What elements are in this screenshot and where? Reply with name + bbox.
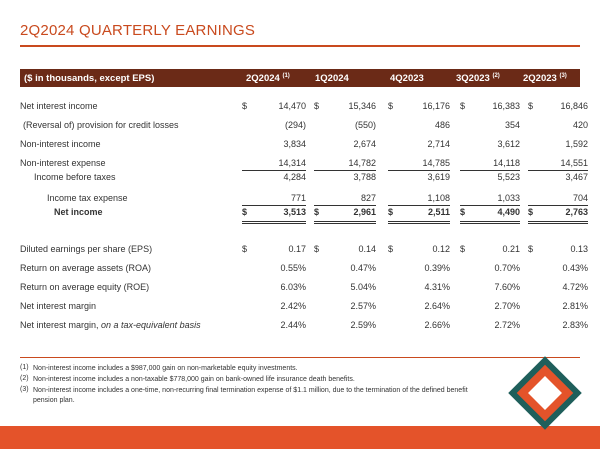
cell-value: 14,551	[560, 158, 588, 168]
col-header-4: 2Q2023 $^{(3)}$	[523, 73, 567, 85]
cell-value: 0.13	[570, 244, 588, 254]
cell-value: 16,383	[492, 101, 520, 111]
currency-symbol: $	[528, 207, 534, 217]
row-label: Income tax expense	[47, 193, 128, 203]
cell-value: 2.64%	[424, 301, 450, 311]
total-double-underline	[528, 221, 588, 224]
cell-value: 2.81%	[562, 301, 588, 311]
currency-symbol: $	[460, 101, 466, 111]
cell-value: 4.31%	[424, 282, 450, 292]
table-row	[20, 172, 588, 185]
cell-value: 771	[290, 193, 306, 203]
cell-value: 0.17	[288, 244, 306, 254]
cell-value: 14,470	[278, 101, 306, 111]
cell-value: 3,467	[565, 172, 588, 182]
cell-value: 0.55%	[280, 263, 306, 273]
row-label: Non-interest income	[20, 139, 101, 149]
cell-value: 14,785	[422, 158, 450, 168]
col-header-0: 2Q2024 $^{(1)}$	[246, 73, 290, 85]
cell-value: (294)	[284, 120, 306, 130]
company-logo	[505, 353, 585, 433]
cell-value: 2.83%	[562, 320, 588, 330]
cell-value: 2.44%	[280, 320, 306, 330]
row-label: Net interest margin	[20, 301, 97, 311]
cell-value: 7.60%	[494, 282, 520, 292]
row-label: Non-interest expense	[20, 158, 106, 168]
cell-value: 1,108	[427, 193, 450, 203]
cell-value: 2,961	[353, 207, 376, 217]
cell-value: 486	[434, 120, 450, 130]
subtotal-underline	[314, 205, 376, 206]
cell-value: 827	[360, 193, 376, 203]
cell-value: 15,346	[348, 101, 376, 111]
row-label: (Reversal of) provision for credit losses	[23, 120, 179, 130]
cell-value: 14,314	[278, 158, 306, 168]
currency-symbol: $	[314, 101, 320, 111]
row-label: Return on average equity (ROE)	[20, 282, 150, 292]
cell-value: 0.43%	[562, 263, 588, 273]
table-row	[20, 282, 588, 295]
currency-symbol: $	[528, 244, 534, 254]
cell-value: 3,513	[283, 207, 306, 217]
cell-value: 2,674	[353, 139, 376, 149]
cell-value: 2.59%	[350, 320, 376, 330]
subtotal-underline	[528, 205, 588, 206]
currency-symbol: $	[460, 207, 466, 217]
cell-value: 704	[572, 193, 588, 203]
cell-value: 5.04%	[350, 282, 376, 292]
cell-value: 14,118	[493, 158, 520, 168]
cell-value: 4,490	[497, 207, 520, 217]
cell-value: 2.72%	[494, 320, 520, 330]
table-row	[20, 101, 588, 114]
header-label: ($ in thousands, except EPS)	[24, 73, 155, 84]
cell-value: 0.12	[432, 244, 450, 254]
table-row	[20, 320, 588, 333]
cell-value: 16,846	[560, 101, 588, 111]
cell-value: 0.39%	[424, 263, 450, 273]
cell-value: 3,619	[427, 172, 450, 182]
total-double-underline	[314, 221, 376, 224]
currency-symbol: $	[388, 101, 394, 111]
total-double-underline	[242, 221, 306, 224]
currency-symbol: $	[460, 244, 466, 254]
table-row	[20, 244, 588, 257]
currency-symbol: $	[388, 207, 394, 217]
cell-value: 0.47%	[350, 263, 376, 273]
row-label: Diluted earnings per share (EPS)	[20, 244, 153, 254]
row-label: Income before taxes	[34, 172, 116, 182]
cell-value: 2.70%	[494, 301, 520, 311]
cell-value: 4.72%	[562, 282, 588, 292]
cell-value: 2,714	[427, 139, 450, 149]
footnote-divider	[20, 357, 580, 358]
cell-value: 5,523	[497, 172, 520, 182]
subtotal-underline	[314, 170, 376, 171]
subtotal-underline	[528, 170, 588, 171]
row-label: Net income	[54, 207, 103, 217]
cell-value: 3,788	[353, 172, 376, 182]
cell-value: 6.03%	[280, 282, 306, 292]
col-header-1: 1Q2024	[315, 73, 349, 84]
row-label: Return on average assets (ROA)	[20, 263, 152, 273]
table-row	[20, 263, 588, 276]
currency-symbol: $	[242, 101, 248, 111]
table-row	[20, 207, 588, 220]
table-row	[20, 301, 588, 314]
cell-value: 1,592	[565, 139, 588, 149]
cell-value: 0.21	[502, 244, 520, 254]
cell-value: 2.66%	[424, 320, 450, 330]
total-double-underline	[388, 221, 450, 224]
currency-symbol: $	[314, 207, 320, 217]
currency-symbol: $	[388, 244, 394, 254]
currency-symbol: $	[242, 244, 248, 254]
currency-symbol: $	[528, 101, 534, 111]
subtotal-underline	[460, 205, 520, 206]
subtotal-underline	[388, 205, 450, 206]
cell-value: 4,284	[283, 172, 306, 182]
cell-value: 0.14	[358, 244, 376, 254]
cell-value: 16,176	[422, 101, 450, 111]
cell-value: 2,763	[565, 207, 588, 217]
subtotal-underline	[242, 205, 306, 206]
cell-value: 354	[504, 120, 520, 130]
currency-symbol: $	[242, 207, 248, 217]
table-header	[20, 69, 580, 87]
cell-value: 2.57%	[350, 301, 376, 311]
cell-value: 3,834	[283, 139, 306, 149]
col-header-2: 4Q2023	[390, 73, 424, 84]
currency-symbol: $	[314, 244, 320, 254]
row-label: Net interest margin, on a tax-equivalent basis	[20, 320, 201, 330]
cell-value: (550)	[354, 120, 376, 130]
total-double-underline	[460, 221, 520, 224]
table-row	[20, 120, 588, 133]
title-divider	[20, 45, 580, 47]
col-header-3: 3Q2023 $^{(2)}$	[456, 73, 500, 85]
subtotal-underline	[460, 170, 520, 171]
cell-value: 2,511	[427, 207, 450, 217]
table-row	[20, 139, 588, 152]
cell-value: 0.70%	[494, 263, 520, 273]
subtotal-underline	[388, 170, 450, 171]
page-number: 6	[579, 418, 584, 427]
cell-value: 1,033	[497, 193, 520, 203]
page-title: 2Q2024 QUARTERLY EARNINGS	[20, 22, 256, 39]
cell-value: 14,782	[348, 158, 376, 168]
row-label: Net interest income	[20, 101, 98, 111]
cell-value: 420	[572, 120, 588, 130]
cell-value: 2.42%	[280, 301, 306, 311]
subtotal-underline	[242, 170, 306, 171]
cell-value: 3,612	[497, 139, 520, 149]
